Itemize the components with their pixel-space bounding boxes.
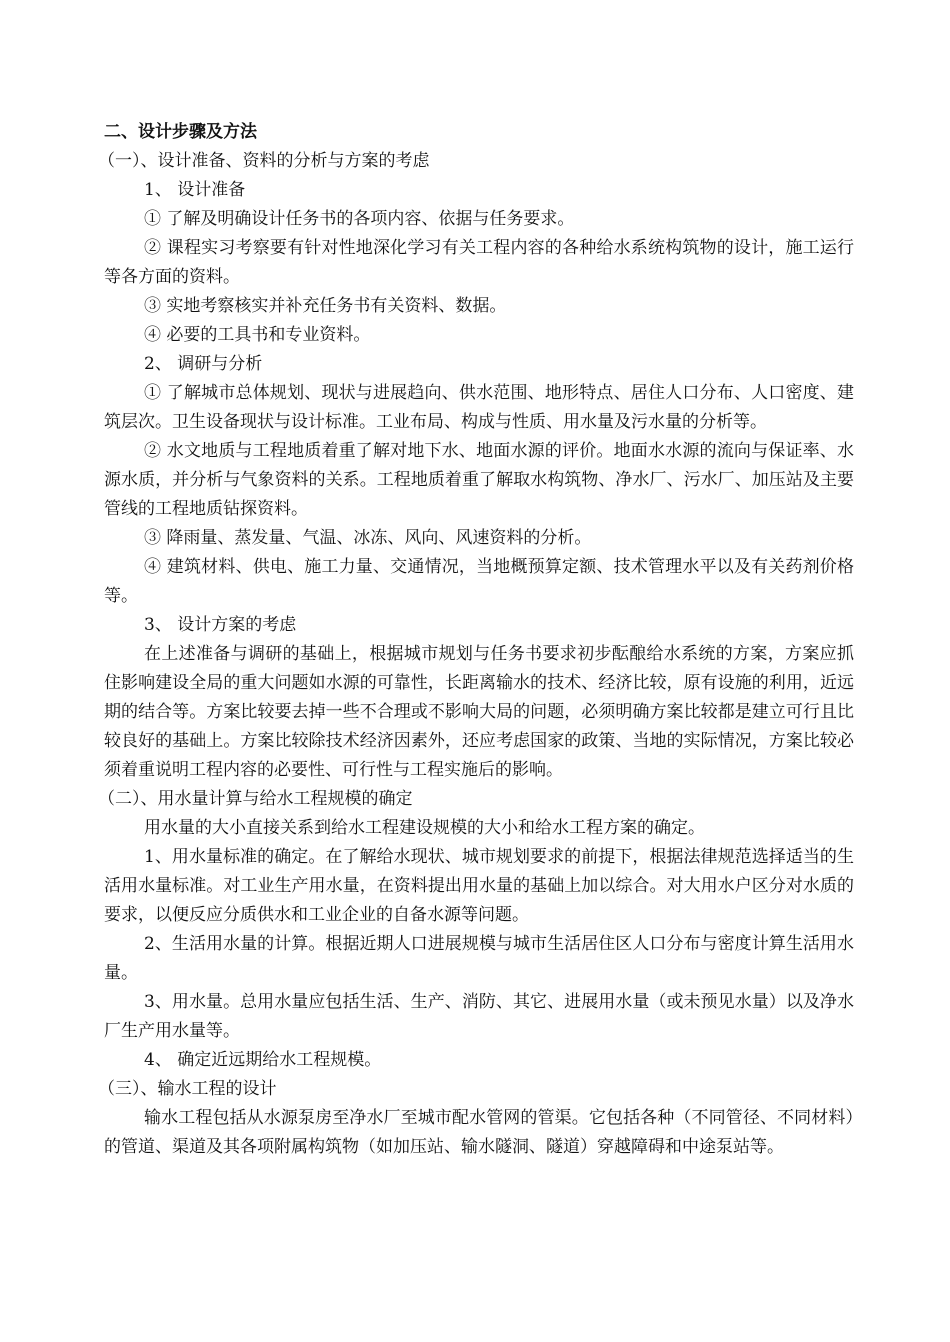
paragraph: 2、生活用水量的计算。根据近期人口进展规模与城市生活居住区人口分布与密度计算生活用水量。	[104, 934, 854, 983]
section-title: 二、设计步骤及方法	[104, 122, 257, 142]
paragraph: 用水量的大小直接关系到给水工程建设规模的大小和给水工程方案的确定。	[144, 818, 705, 838]
item-heading-design-prep: 1、 设计准备	[144, 180, 246, 200]
paragraph: ② 水文地质与工程地质着重了解对地下水、地面水源的评价。地面水水源的流向与保证率、水源水质，并分析与气象资料的关系。工程地质着重了解取水构筑物、净水厂、污水厂、加压站及主要管线的工程地质钻探资料。	[104, 441, 854, 519]
subsection-heading-1: （一）、设计准备、资料的分析与方案的考虑	[98, 151, 430, 171]
paragraph: ① 了解及明确设计任务书的各项内容、依据与任务要求。	[144, 209, 575, 229]
document-body	[98, 118, 854, 1162]
paragraph: ④ 建筑材料、供电、施工力量、交通情况，当地概预算定额、技术管理水平以及有关药剂价格等。	[104, 557, 854, 606]
paragraph: 在上述准备与调研的基础上，根据城市规划与任务书要求初步酝酿给水系统的方案，方案应抓住影响建设全局的重大问题如水源的可靠性，长距离输水的技术、经济比较，原有设施的利用，近远期的结合等。方案比较要去掉一些不合理或不影响大局的问题，必须明确方案比较都是建立可行且比较良好的基础上。方案比较除技术经济因素外，还应考虑国家的政策、当地的实际情况，方案比较必须着重说明工程内容的必要性、可行性与工程实施后的影响。	[104, 644, 854, 780]
paragraph: 1、用水量标准的确定。在了解给水现状、城市规划要求的前提下，根据法律规范选择适当的生活用水量标准。对工业生产用水量，在资料提出用水量的基础上加以综合。对大用水户区分对水质的要求，以便反应分质供水和工业企业的自备水源等问题。	[104, 847, 854, 925]
paragraph: 3、用水量。总用水量应包括生活、生产、消防、其它、进展用水量（或未预见水量）以及净水厂生产用水量等。	[104, 992, 854, 1041]
paragraph: 输水工程包括从水源泵房至净水厂至城市配水管网的管渠。它包括各种（不同管径、不同材料）的管道、渠道及其各项附属构筑物（如加压站、输水隧洞、隧道）穿越障碍和中途泵站等。	[104, 1108, 854, 1157]
paragraph: ④ 必要的工具书和专业资料。	[144, 325, 371, 345]
item-heading-research: 2、 调研与分析	[144, 354, 263, 374]
item-heading-scheme: 3、 设计方案的考虑	[144, 615, 297, 635]
paragraph: ③ 降雨量、蒸发量、气温、冰冻、风向、风速资料的分析。	[144, 528, 592, 548]
paragraph: ① 了解城市总体规划、现状与进展趋向、供水范围、地形特点、居住人口分布、人口密度、建筑层次。卫生设备现状与设计标准。工业布局、构成与性质、用水量及污水量的分析等。	[104, 383, 854, 432]
paragraph: ③ 实地考察核实并补充任务书有关资料、数据。	[144, 296, 507, 316]
subsection-heading-3: （三）、输水工程的设计	[98, 1079, 277, 1099]
paragraph: ② 课程实习考察要有针对性地深化学习有关工程内容的各种给水系统构筑物的设计，施工运行等各方面的资料。	[104, 238, 854, 287]
subsection-heading-2: （二）、用水量计算与给水工程规模的确定	[98, 789, 413, 809]
paragraph: 4、 确定近远期给水工程规模。	[144, 1050, 382, 1070]
